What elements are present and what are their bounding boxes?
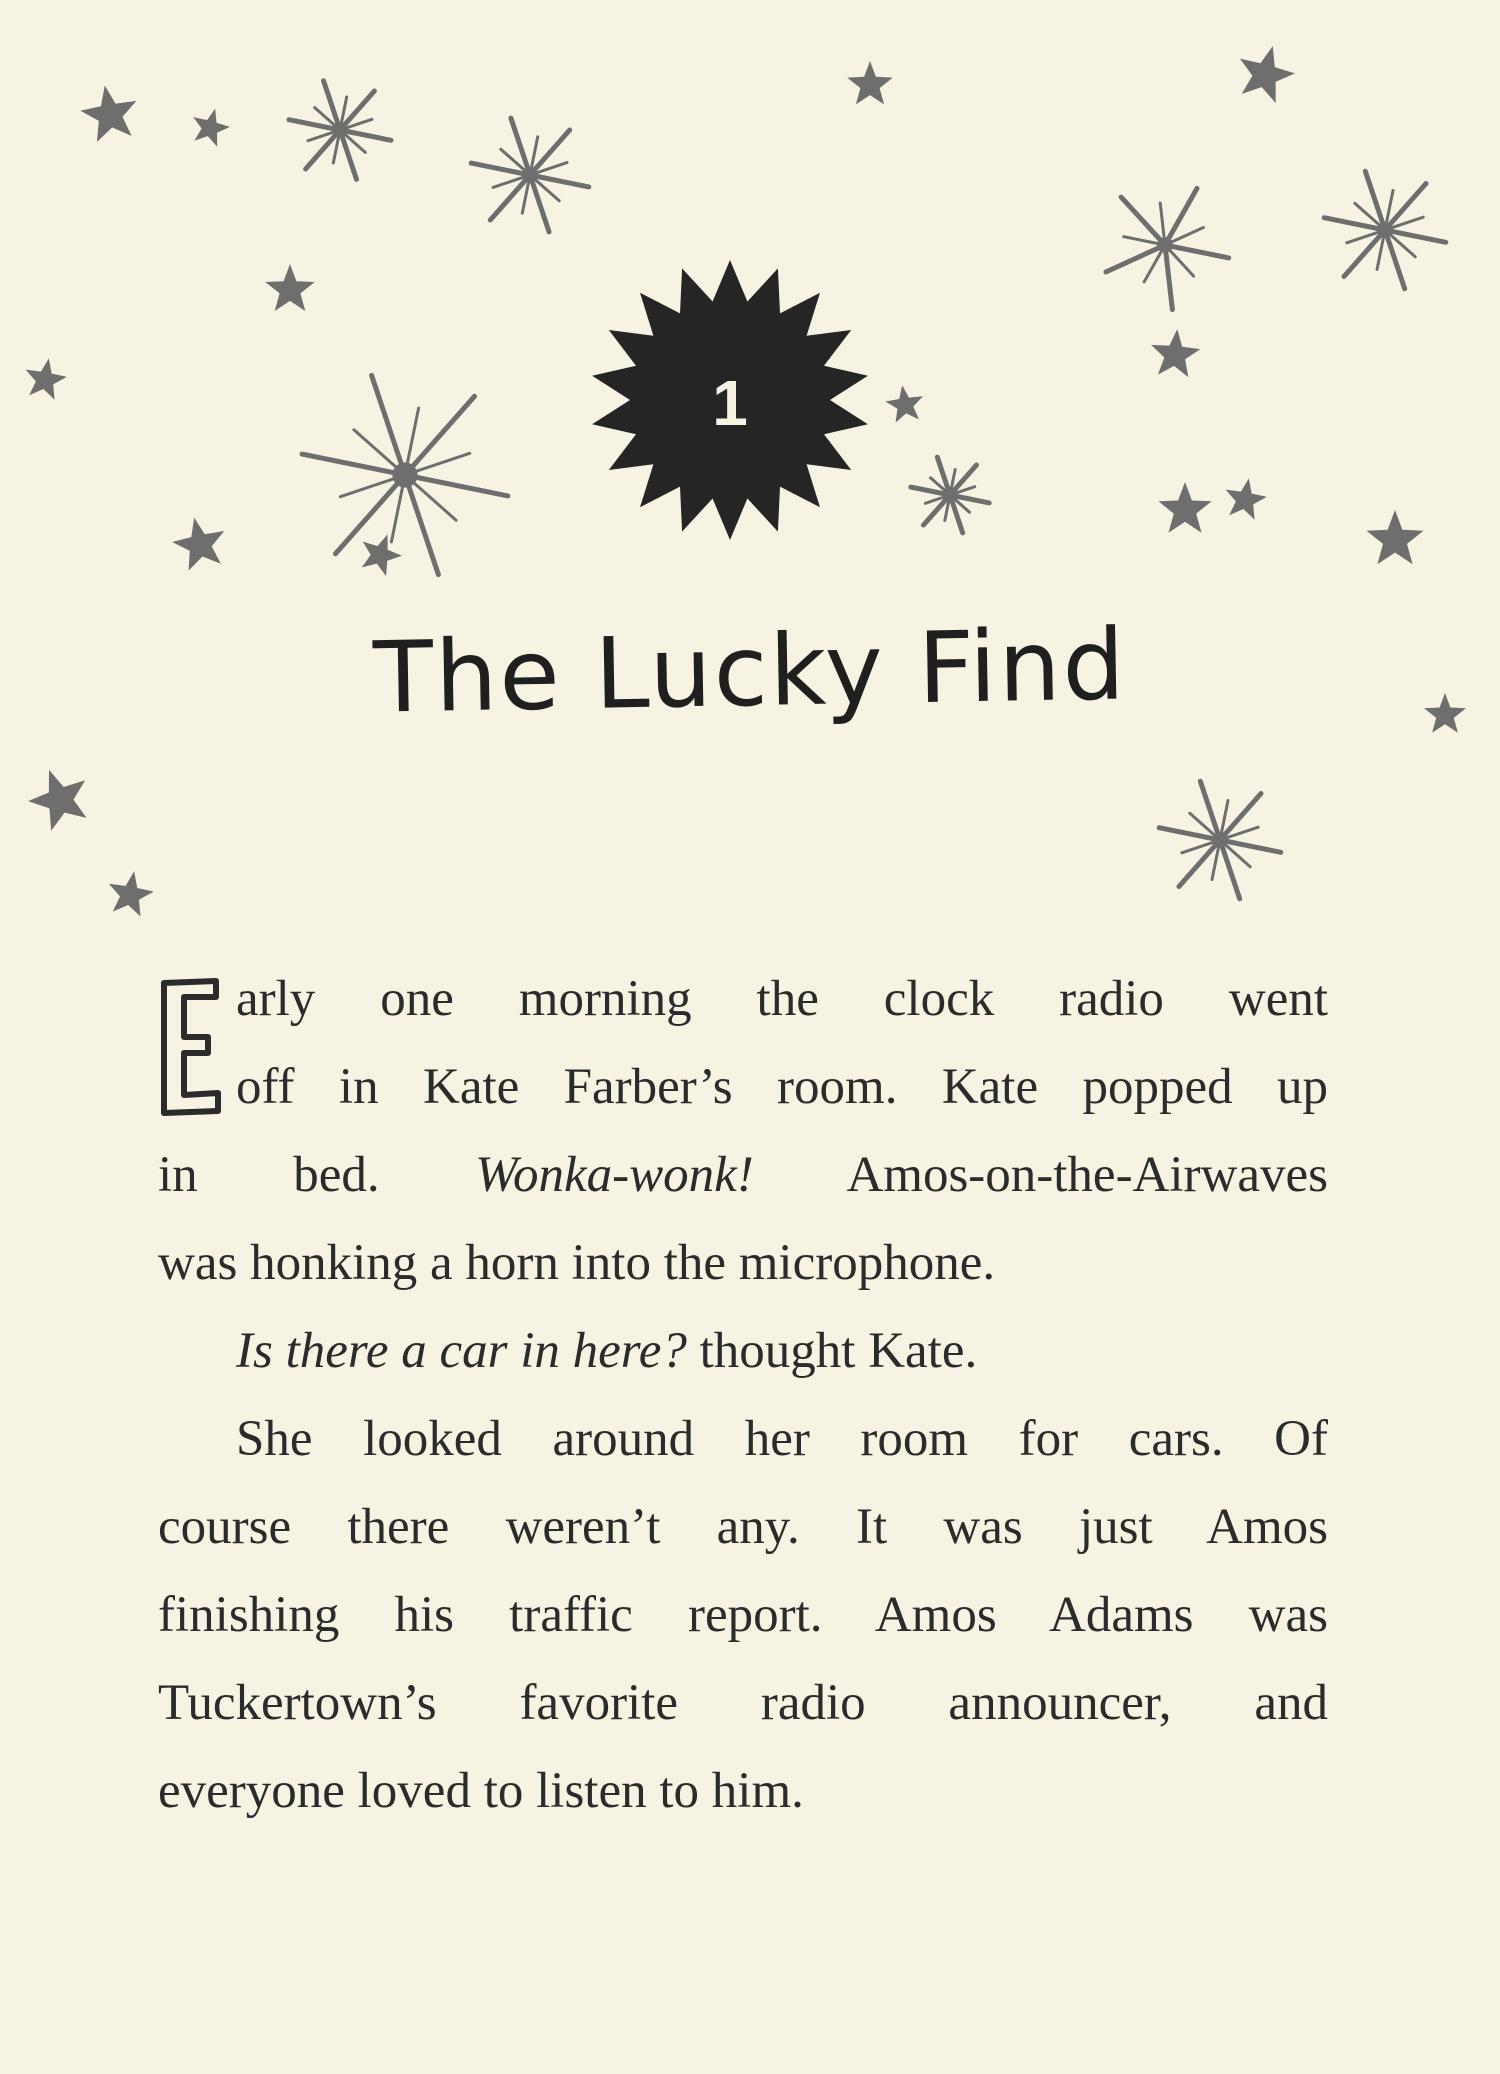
paragraph-1 — [158, 955, 1328, 1307]
text-line — [158, 1131, 1328, 1219]
star-icon — [1221, 475, 1269, 521]
text-run: thought Kate. — [686, 1323, 978, 1379]
chapter-body — [158, 955, 1328, 1835]
star-icon — [354, 527, 407, 579]
star-icon — [1158, 482, 1211, 533]
star-icon — [1367, 510, 1424, 564]
chapter-number-badge — [560, 250, 900, 550]
paragraph-2 — [158, 1307, 1328, 1395]
emphasis-text: Is there a car in here? — [236, 1323, 687, 1379]
text-line: off in Kate Farber’s room. Kate popped up — [236, 1059, 1328, 1115]
drop-cap-e-icon — [158, 973, 224, 1119]
text-line: course there weren’t any. It was just Amos — [158, 1499, 1328, 1555]
text-run: in bed. — [158, 1147, 476, 1203]
text-line: She looked around her room for cars. Of — [236, 1411, 1328, 1467]
star-icon — [847, 61, 893, 104]
sparkle-icon — [1106, 188, 1229, 309]
drop-cap — [158, 973, 224, 1119]
sparkle-icon — [471, 118, 589, 232]
chapter-number: 1 — [712, 367, 748, 439]
star-icon — [1149, 327, 1202, 378]
emphasis-text: Wonka-wonk! — [475, 1147, 754, 1203]
sparkle-icon — [302, 375, 508, 574]
text-line — [158, 1307, 1328, 1395]
text-line: was honking a horn into the microphone. — [158, 1235, 996, 1291]
star-icon — [265, 264, 314, 311]
text-line: arly one morning the clock radio went — [236, 971, 1328, 1027]
star-icon — [104, 867, 156, 918]
star-icon — [187, 104, 233, 149]
sparkle-icon — [911, 457, 989, 533]
star-icon — [77, 81, 143, 144]
chapter-title: The Lucky Find — [372, 608, 1128, 736]
sparkle-icon — [289, 81, 391, 180]
text-line: everyone loved to listen to him. — [158, 1763, 804, 1819]
star-icon — [1231, 39, 1300, 106]
text-line: Tuckertown’s favorite radio announcer, and — [158, 1675, 1328, 1731]
text-run: Amos-on-the-Airwaves — [753, 1147, 1328, 1203]
sparkle-icon — [1324, 171, 1446, 289]
paragraph-3 — [158, 1395, 1328, 1835]
star-icon — [20, 760, 97, 835]
star-icon — [168, 512, 231, 573]
text-line: finishing his traffic report. Amos Adams was — [158, 1587, 1328, 1643]
star-icon — [21, 355, 69, 401]
sparkle-icon — [1159, 781, 1281, 899]
